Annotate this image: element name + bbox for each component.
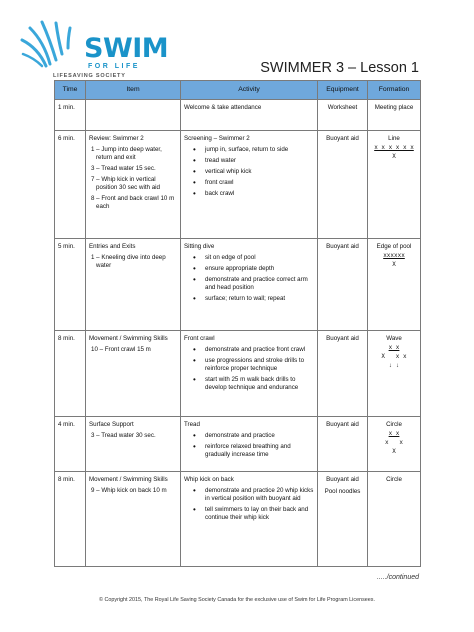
formation-diagram-line: x x [384,439,403,446]
time-cell [55,100,86,131]
activity-bullet: • demonstrate and practice 20 whip kicks in vertical position with buoyant aid [193,487,314,503]
activity-title: Whip kick on back [184,476,234,483]
item-title: Movement / Swimming Skills [89,335,168,342]
time-value: 8 min. [58,476,75,483]
activity-title: Sitting dive [184,243,215,250]
formation-diagram-line: x x x x x x [374,144,414,151]
equipment-cell [318,239,368,331]
activity-cell [181,417,318,472]
activity-title: Screening – Swimmer 2 [184,135,250,142]
continued-note: ...../continued [376,574,419,581]
equipment-item: Buoyant aid [326,135,359,142]
item-cell [86,100,181,131]
item-cell [86,472,181,567]
table-row [55,472,421,567]
activity-bullet: • tread water [193,157,314,165]
equipment-cell [318,417,368,472]
table-row [55,100,421,131]
item-line: 9 – Whip kick on back 10 m [91,487,167,494]
formation-diagram-line: X [392,153,396,160]
time-value: 6 min. [58,135,75,142]
formation-diagram-line: X [392,261,396,268]
item-line: 1 – Kneeling dive into deep water [91,254,166,269]
formation-diagram-line: x x [388,430,400,437]
activity-title: Tread [184,421,200,428]
formation-label: Edge of pool [376,243,412,250]
formation-cell [368,239,421,331]
item-cell [86,131,181,239]
time-cell [55,131,86,239]
item-title: Review: Swimmer 2 [89,135,144,142]
time-value: 5 min. [58,243,75,250]
equipment-cell [318,131,368,239]
activity-bullets [184,146,314,198]
activity-title: Welcome & take attendance [184,104,262,111]
activity-bullet: • start with 25 m walk back drills to develop technique and endurance [193,376,314,392]
activity-bullets [184,432,314,459]
equipment-cell [318,472,368,567]
activity-bullet: • demonstrate and practice [193,432,314,440]
table-row [55,131,421,239]
activity-bullets [184,487,314,522]
activity-title: Front crawl [184,335,215,342]
activity-bullet: • ensure appropriate depth [193,265,314,273]
formation-cell [368,417,421,472]
formation-label: Circle [386,476,402,483]
item-line: 8 – Front and back crawl 10 m each [91,195,175,210]
formation-diagram-line: x x [388,344,400,351]
formation-label: Meeting place [374,104,414,111]
equipment-item: Pool noodles [324,488,361,495]
table-row [55,239,421,331]
item-cell [86,417,181,472]
table-row [55,417,421,472]
equipment-item: Buoyant aid [326,243,359,250]
activity-cell [181,100,318,131]
header-formation: Formation [368,81,421,100]
lesson-table [54,80,421,567]
activity-bullet: • use progressions and stroke drills to reinforce proper technique [193,357,314,373]
time-cell [55,417,86,472]
header-time: Time [55,81,86,100]
formation-diagram-line: X [392,448,396,455]
item-line: 3 – Tread water 15 sec. [91,165,156,172]
formation-diagram-line: X x x [381,353,407,360]
activity-bullet: • vertical whip kick [193,168,314,176]
activity-bullet: • tell swimmers to lay on their back and continue their whip kick [193,506,314,522]
formation-diagram-line: xxxxxx [383,252,405,259]
equipment-item: Worksheet [327,104,358,111]
time-value: 4 min. [58,421,75,428]
item-line: 7 – Whip kick in vertical position 30 sec with aid [91,176,160,191]
logo-wordmark: SWIM [84,33,169,64]
formation-label: Line [388,135,400,142]
time-value: 8 min. [58,335,75,342]
header-activity: Activity [181,81,318,100]
equipment-cell [318,331,368,417]
logo-society: LIFESAVING SOCIETY [53,73,126,79]
item-line: 10 – Front crawl 15 m [91,346,151,353]
formation-cell [368,131,421,239]
water-splash-icon [20,20,90,80]
equipment-cell [318,100,368,131]
item-title: Surface Support [89,421,134,428]
activity-bullet: • surface; return to wall; repeat [193,295,314,303]
logo-tagline: FOR LIFE [88,63,140,70]
item-line: 1 – Jump into deep water, return and exit [91,146,162,161]
activity-cell [181,331,318,417]
header-item: Item [86,81,181,100]
formation-label: Circle [386,421,402,428]
time-value: 1 min. [58,104,75,111]
activity-cell [181,239,318,331]
equipment-item: Buoyant aid [326,421,359,428]
formation-cell [368,100,421,131]
activity-bullet: • front crawl [193,179,314,187]
activity-bullets [184,254,314,303]
item-cell [86,239,181,331]
activity-bullets [184,346,314,392]
activity-bullet: • jump in, surface, return to side [193,146,314,154]
activity-bullet: • sit on edge of pool [193,254,314,262]
formation-label: Wave [386,335,402,342]
item-line: 3 – Tread water 30 sec. [91,432,156,439]
activity-bullet: • reinforce relaxed breathing and gradually increase time [193,443,314,459]
formation-cell [368,472,421,567]
formation-cell [368,331,421,417]
activity-bullet: • demonstrate and practice front crawl [193,346,314,354]
activity-bullet: • demonstrate and practice correct arm and head position [193,276,314,292]
time-cell [55,239,86,331]
swim-for-life-logo [20,20,169,80]
time-cell [55,331,86,417]
formation-diagram-line: ↓ ↓ [388,362,400,369]
activity-cell [181,131,318,239]
activity-bullet: • back crawl [193,190,314,198]
table-header-row [55,81,421,100]
item-title: Entries and Exits [89,243,136,250]
item-title: Movement / Swimming Skills [89,476,168,483]
time-cell [55,472,86,567]
equipment-item: Buoyant aid [326,476,359,483]
header-equipment: Equipment [318,81,368,100]
item-cell [86,331,181,417]
copyright-notice: © Copyright 2015, The Royal Life Saving Society Canada for the exclusive use of Swim for Life Program Licensees. [99,597,375,603]
page-title: SWIMMER 3 – Lesson 1 [260,60,419,76]
activity-cell [181,472,318,567]
table-row [55,331,421,417]
equipment-item: Buoyant aid [326,335,359,342]
